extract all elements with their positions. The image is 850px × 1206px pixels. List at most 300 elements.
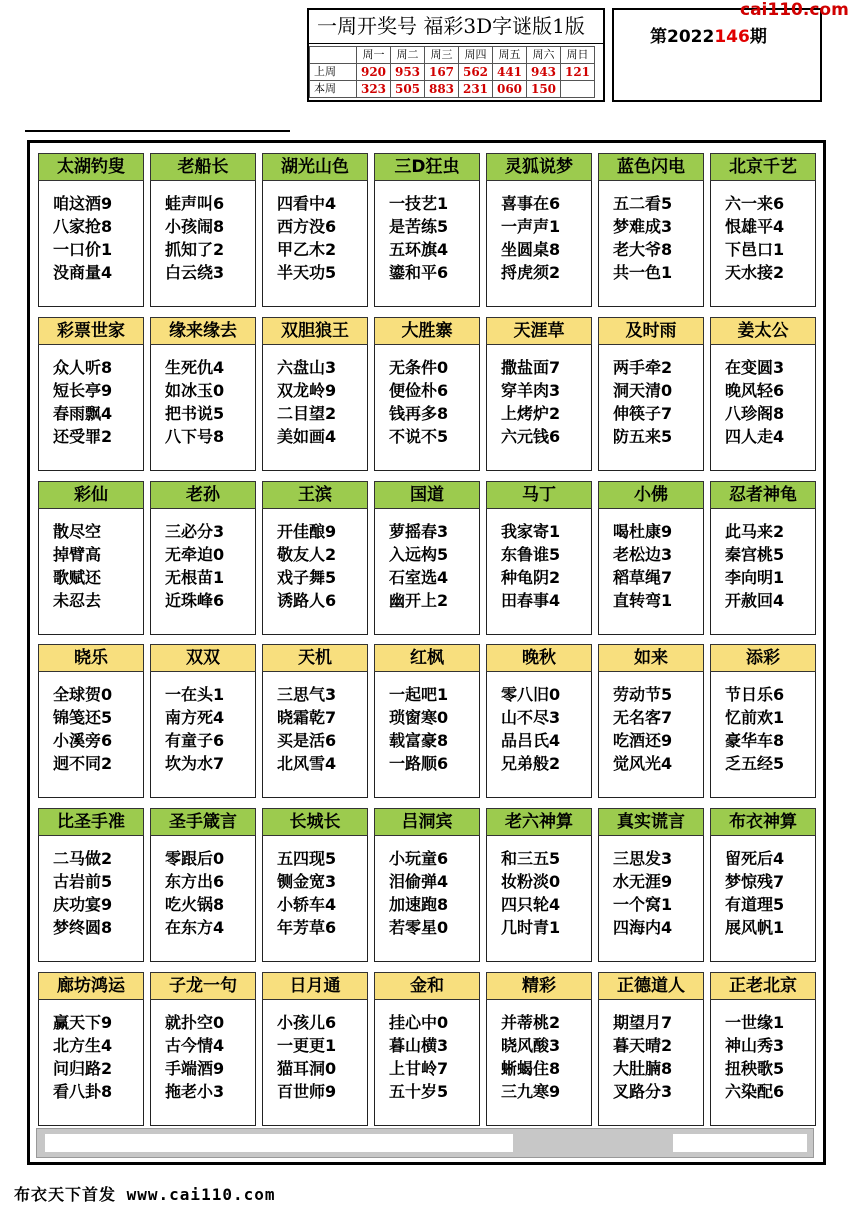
riddle-line: 众人听8 <box>53 358 113 377</box>
riddle-cell <box>38 317 144 471</box>
result-number: 060 <box>493 81 527 98</box>
riddle-line: 古岩前5 <box>53 872 113 891</box>
riddle-line: 有道理5 <box>725 895 785 914</box>
footer-bar <box>36 1128 814 1158</box>
riddle-cell <box>486 317 592 471</box>
riddle-line: 梦惊残7 <box>725 872 785 891</box>
riddle-line: 无牵迫0 <box>165 545 225 564</box>
riddle-cell <box>598 153 704 307</box>
result-number: 953 <box>391 64 425 81</box>
riddle-line: 豪华车8 <box>725 731 785 750</box>
riddle-line: 石室选4 <box>389 568 449 587</box>
riddle-line: 吃酒还9 <box>613 731 673 750</box>
riddle-line: 四人走4 <box>725 427 785 446</box>
riddle-line: 留死后4 <box>725 849 785 868</box>
riddle-line: 二马做2 <box>53 849 113 868</box>
riddle-line: 暮山横3 <box>389 1036 449 1055</box>
riddle-line: 坐圆桌8 <box>501 240 561 259</box>
riddle-cell <box>486 972 592 1126</box>
day-header: 周五 <box>493 47 527 64</box>
riddle-line: 便俭朴6 <box>389 381 449 400</box>
riddle-line: 在东方4 <box>165 918 225 937</box>
riddle-line: 八家抢8 <box>53 217 113 236</box>
riddle-line: 神山秀3 <box>725 1036 785 1055</box>
riddle-cell <box>262 481 368 635</box>
riddle-lines <box>711 683 815 775</box>
riddle-lines <box>151 683 255 775</box>
riddle-author-name: 小佛 <box>598 481 704 509</box>
riddle-line: 年芳草6 <box>277 918 337 937</box>
result-number: 167 <box>425 64 459 81</box>
riddle-line: 一路顺6 <box>389 754 449 773</box>
riddle-line: 六盘山3 <box>277 358 337 377</box>
riddle-line: 入远构5 <box>389 545 449 564</box>
result-number: 505 <box>391 81 425 98</box>
riddle-cell <box>262 644 368 798</box>
riddle-line: 李向明1 <box>725 568 785 587</box>
issue-label <box>650 22 767 47</box>
day-header: 周三 <box>425 47 459 64</box>
riddle-line: 拖老小3 <box>165 1082 225 1101</box>
riddle-lines <box>263 356 367 448</box>
riddle-line: 铡金宽3 <box>277 872 337 891</box>
riddle-lines <box>375 683 479 775</box>
day-header: 周一 <box>357 47 391 64</box>
riddle-line: 四海内4 <box>613 918 673 937</box>
riddle-line: 三思发3 <box>613 849 673 868</box>
riddle-line: 萝摇春3 <box>389 522 449 541</box>
riddle-cell <box>486 808 592 962</box>
this-week-row <box>310 81 595 98</box>
riddle-line: 两手牵2 <box>613 358 673 377</box>
day-header: 周六 <box>527 47 561 64</box>
riddle-lines <box>375 520 479 612</box>
riddle-lines <box>263 847 367 939</box>
riddle-line: 五环旗4 <box>389 240 449 259</box>
riddle-line: 敬友人2 <box>277 545 337 564</box>
riddle-line: 并蒂桃2 <box>501 1013 561 1032</box>
riddle-line: 小溪旁6 <box>53 731 113 750</box>
riddle-cell <box>150 644 256 798</box>
riddle-line: 上烤炉2 <box>501 404 561 423</box>
riddle-line: 挂心中0 <box>389 1013 449 1032</box>
riddle-line: 甲乙木2 <box>277 240 337 259</box>
riddle-lines <box>151 1011 255 1103</box>
riddle-author-name: 圣手箴言 <box>150 808 256 836</box>
riddle-line: 几时青1 <box>501 918 561 937</box>
result-number <box>561 81 595 98</box>
riddle-cell <box>710 153 816 307</box>
riddle-line: 小轿车4 <box>277 895 337 914</box>
riddle-line: 晚风轻6 <box>725 381 785 400</box>
riddle-line: 暮天晴2 <box>613 1036 673 1055</box>
riddle-line: 小孩儿6 <box>277 1013 337 1032</box>
riddle-line: 一声声1 <box>501 217 561 236</box>
day-header: 周四 <box>459 47 493 64</box>
results-title: 一周开奖号 福彩3D字谜版1版 <box>309 10 603 44</box>
riddle-line: 乏五经5 <box>725 754 785 773</box>
riddle-author-name: 灵狐说梦 <box>486 153 592 181</box>
riddle-line: 下邑口1 <box>725 240 785 259</box>
riddle-line: 掉臂高 <box>53 545 102 564</box>
days-row <box>310 47 595 64</box>
riddle-line: 南方死4 <box>165 708 225 727</box>
riddle-line: 期望月7 <box>613 1013 673 1032</box>
riddle-line: 生死仇4 <box>165 358 225 377</box>
last-week-label: 上周 <box>310 64 357 81</box>
result-number: 121 <box>561 64 595 81</box>
riddle-line: 小孩闹8 <box>165 217 225 236</box>
riddle-line: 六染配6 <box>725 1082 785 1101</box>
riddle-line: 百世师9 <box>277 1082 337 1101</box>
riddle-author-name: 真实谎言 <box>598 808 704 836</box>
riddle-lines <box>599 356 703 448</box>
riddle-lines <box>711 847 815 939</box>
riddle-line: 春雨飘4 <box>53 404 113 423</box>
riddle-line: 迥不同2 <box>53 754 113 773</box>
last-week-row <box>310 64 595 81</box>
riddle-lines <box>599 1011 703 1103</box>
riddle-lines <box>263 683 367 775</box>
riddle-author-name: 如来 <box>598 644 704 672</box>
riddle-line: 稻草绳7 <box>613 568 673 587</box>
riddle-line: 种龟阴2 <box>501 568 561 587</box>
riddle-line: 水无涯9 <box>613 872 673 891</box>
riddle-line: 吃火锅8 <box>165 895 225 914</box>
riddle-lines <box>487 356 591 448</box>
riddle-line: 一口价1 <box>53 240 113 259</box>
riddle-line: 老松边3 <box>613 545 673 564</box>
riddle-line: 洞天清0 <box>613 381 673 400</box>
riddle-grid-frame <box>27 140 826 1165</box>
riddle-line: 未忍去 <box>53 591 102 610</box>
riddle-author-name: 太湖钓叟 <box>38 153 144 181</box>
riddle-author-name: 日月通 <box>262 972 368 1000</box>
riddle-author-name: 长城长 <box>262 808 368 836</box>
riddle-line: 八下号8 <box>165 427 225 446</box>
riddle-author-name: 晚秋 <box>486 644 592 672</box>
riddle-lines <box>263 1011 367 1103</box>
riddle-author-name: 湖光山色 <box>262 153 368 181</box>
riddle-line: 一起吧1 <box>389 685 449 704</box>
riddle-line: 如冰玉0 <box>165 381 225 400</box>
riddle-author-name: 双胆狼王 <box>262 317 368 345</box>
riddle-author-name: 姜太公 <box>710 317 816 345</box>
riddle-line: 恨雄平4 <box>725 217 785 236</box>
riddle-lines <box>151 356 255 448</box>
riddle-author-name: 吕洞宾 <box>374 808 480 836</box>
results-table <box>309 46 595 98</box>
this-week-label: 本周 <box>310 81 357 98</box>
riddle-line: 梦难成3 <box>613 217 673 236</box>
riddle-line: 庆功宴9 <box>53 895 113 914</box>
riddle-lines <box>599 520 703 612</box>
riddle-author-name: 子龙一句 <box>150 972 256 1000</box>
riddle-line: 三必分3 <box>165 522 225 541</box>
riddle-line: 短长亭9 <box>53 381 113 400</box>
riddle-line: 西方没6 <box>277 217 337 236</box>
riddle-cell <box>374 317 480 471</box>
riddle-line: 就扑空0 <box>165 1013 225 1032</box>
riddle-line: 零跟后0 <box>165 849 225 868</box>
riddle-lines <box>39 192 143 284</box>
riddle-line: 锦笺还5 <box>53 708 113 727</box>
riddle-line: 四看中4 <box>277 194 337 213</box>
weekly-results-box <box>307 8 605 102</box>
riddle-line: 东鲁谁5 <box>501 545 561 564</box>
riddle-lines <box>487 683 591 775</box>
riddle-line: 喜事在6 <box>501 194 561 213</box>
riddle-lines <box>711 356 815 448</box>
riddle-lines <box>263 192 367 284</box>
site-watermark: cai110.com <box>740 0 849 20</box>
riddle-author-name: 天机 <box>262 644 368 672</box>
riddle-line: 忆前欢1 <box>725 708 785 727</box>
riddle-line: 五四现5 <box>277 849 337 868</box>
riddle-cell <box>38 972 144 1126</box>
riddle-cell <box>262 153 368 307</box>
riddle-cell <box>38 644 144 798</box>
result-number: 883 <box>425 81 459 98</box>
riddle-lines <box>39 847 143 939</box>
riddle-line: 美如画4 <box>277 427 337 446</box>
riddle-line: 五二看5 <box>613 194 673 213</box>
riddle-author-name: 晓乐 <box>38 644 144 672</box>
riddle-lines <box>599 847 703 939</box>
riddle-cell <box>710 972 816 1126</box>
riddle-lines <box>487 1011 591 1103</box>
riddle-author-name: 老六神算 <box>486 808 592 836</box>
riddle-author-name: 老孙 <box>150 481 256 509</box>
riddle-line: 品吕氏4 <box>501 731 561 750</box>
riddle-author-name: 北京千艺 <box>710 153 816 181</box>
riddle-line: 共一色1 <box>613 263 673 282</box>
riddle-line: 古今情4 <box>165 1036 225 1055</box>
riddle-line: 戏子舞5 <box>277 568 337 587</box>
riddle-line: 是苦练5 <box>389 217 449 236</box>
result-number: 231 <box>459 81 493 98</box>
riddle-author-name: 布衣神算 <box>710 808 816 836</box>
riddle-line: 秦宫桃5 <box>725 545 785 564</box>
riddle-cell <box>486 644 592 798</box>
riddle-line: 问归路2 <box>53 1059 113 1078</box>
riddle-author-name: 大胜寨 <box>374 317 480 345</box>
riddle-line: 三九寒9 <box>501 1082 561 1101</box>
riddle-cell <box>262 317 368 471</box>
riddle-line: 东方出6 <box>165 872 225 891</box>
riddle-cell <box>486 481 592 635</box>
riddle-line: 三思气3 <box>277 685 337 704</box>
riddle-cell <box>486 153 592 307</box>
riddle-line: 若零星0 <box>389 918 449 937</box>
riddle-lines <box>39 520 143 612</box>
riddle-cell <box>150 481 256 635</box>
riddle-line: 蛙声叫6 <box>165 194 225 213</box>
riddle-line: 咱这酒9 <box>53 194 113 213</box>
riddle-cell <box>710 808 816 962</box>
riddle-lines <box>151 847 255 939</box>
riddle-line: 防五来5 <box>613 427 673 446</box>
riddle-line: 把书说5 <box>165 404 225 423</box>
riddle-author-name: 忍者神龟 <box>710 481 816 509</box>
riddle-line: 蜥蝎住8 <box>501 1059 561 1078</box>
riddle-lines <box>151 192 255 284</box>
riddle-author-name: 天涯草 <box>486 317 592 345</box>
riddle-line: 没商量4 <box>53 263 113 282</box>
riddle-lines <box>263 520 367 612</box>
riddle-author-name: 金和 <box>374 972 480 1000</box>
riddle-line: 撒盐面7 <box>501 358 561 377</box>
riddle-line: 小玩童6 <box>389 849 449 868</box>
riddle-line: 白云绕3 <box>165 263 225 282</box>
riddle-lines <box>599 683 703 775</box>
issue-box <box>612 8 822 102</box>
riddle-line: 北风雪4 <box>277 754 337 773</box>
riddle-line: 六一来6 <box>725 194 785 213</box>
divider <box>25 130 290 132</box>
riddle-line: 半天功5 <box>277 263 337 282</box>
riddle-line: 和三五5 <box>501 849 561 868</box>
riddle-cell <box>262 808 368 962</box>
footer-blank-left <box>45 1134 513 1152</box>
riddle-line: 田春事4 <box>501 591 561 610</box>
riddle-author-name: 廊坊鸿运 <box>38 972 144 1000</box>
riddle-line: 直转弯1 <box>613 591 673 610</box>
day-header: 周二 <box>391 47 425 64</box>
riddle-line: 坎为水7 <box>165 754 225 773</box>
issue-number: 146 <box>714 27 750 47</box>
riddle-line: 看八卦8 <box>53 1082 113 1101</box>
riddle-line: 开赦回4 <box>725 591 785 610</box>
riddle-cell <box>374 972 480 1126</box>
riddle-line: 载富豪8 <box>389 731 449 750</box>
issue-prefix: 第2022 <box>650 27 715 47</box>
riddle-cell <box>374 644 480 798</box>
riddle-cell <box>150 317 256 471</box>
riddle-lines <box>711 520 815 612</box>
riddle-line: 妆粉淡0 <box>501 872 561 891</box>
riddle-author-name: 王滨 <box>262 481 368 509</box>
riddle-line: 不说不5 <box>389 427 449 446</box>
riddle-line: 加速跑8 <box>389 895 449 914</box>
riddle-author-name: 正老北京 <box>710 972 816 1000</box>
result-number: 562 <box>459 64 493 81</box>
issue-suffix: 期 <box>749 27 767 47</box>
riddle-author-name: 国道 <box>374 481 480 509</box>
riddle-cell <box>598 808 704 962</box>
riddle-lines <box>487 192 591 284</box>
riddle-author-name: 缘来缘去 <box>150 317 256 345</box>
riddle-line: 散尽空 <box>53 522 102 541</box>
riddle-line: 一技艺1 <box>389 194 449 213</box>
riddle-lines <box>375 192 479 284</box>
riddle-line: 劳动节5 <box>613 685 673 704</box>
riddle-author-name: 正德道人 <box>598 972 704 1000</box>
riddle-line: 此马来2 <box>725 522 785 541</box>
result-number: 943 <box>527 64 561 81</box>
footer-credit: 布衣天下首发 www.cai110.com <box>14 1185 276 1204</box>
riddle-lines <box>39 683 143 775</box>
riddle-line: 觉风光4 <box>613 754 673 773</box>
riddle-cell <box>374 153 480 307</box>
riddle-line: 无名客7 <box>613 708 673 727</box>
riddle-line: 扭秧歌5 <box>725 1059 785 1078</box>
riddle-cell <box>710 317 816 471</box>
riddle-line: 手端酒9 <box>165 1059 225 1078</box>
riddle-lines <box>375 1011 479 1103</box>
riddle-line: 猫耳洞0 <box>277 1059 337 1078</box>
riddle-author-name: 马丁 <box>486 481 592 509</box>
riddle-lines <box>487 520 591 612</box>
riddle-author-name: 红枫 <box>374 644 480 672</box>
riddle-lines <box>487 847 591 939</box>
riddle-line: 诱路人6 <box>277 591 337 610</box>
riddle-lines <box>711 192 815 284</box>
riddle-line: 有童子6 <box>165 731 225 750</box>
riddle-line: 买是活6 <box>277 731 337 750</box>
riddle-cell <box>598 972 704 1126</box>
result-number: 441 <box>493 64 527 81</box>
riddle-line: 八珍阁8 <box>725 404 785 423</box>
riddle-lines <box>711 1011 815 1103</box>
riddle-author-name: 及时雨 <box>598 317 704 345</box>
riddle-line: 北方生4 <box>53 1036 113 1055</box>
riddle-author-name: 三D狂虫 <box>374 153 480 181</box>
riddle-line: 伸筷子7 <box>613 404 673 423</box>
riddle-line: 全球贺0 <box>53 685 113 704</box>
riddle-line: 喝杜康9 <box>613 522 673 541</box>
riddle-cell <box>38 153 144 307</box>
riddle-cell <box>710 481 816 635</box>
riddle-lines <box>39 1011 143 1103</box>
result-number: 323 <box>357 81 391 98</box>
riddle-cell <box>598 644 704 798</box>
riddle-line: 赢天下9 <box>53 1013 113 1032</box>
riddle-line: 山不尽3 <box>501 708 561 727</box>
riddle-line: 双龙岭9 <box>277 381 337 400</box>
riddle-line: 一在头1 <box>165 685 225 704</box>
riddle-cell <box>598 317 704 471</box>
riddle-lines <box>599 192 703 284</box>
riddle-line: 四只轮4 <box>501 895 561 914</box>
riddle-line: 一世缘1 <box>725 1013 785 1032</box>
riddle-line: 钱再多8 <box>389 404 449 423</box>
riddle-cell <box>38 481 144 635</box>
riddle-author-name: 彩票世家 <box>38 317 144 345</box>
riddle-line: 幽开上2 <box>389 591 449 610</box>
riddle-lines <box>151 520 255 612</box>
riddle-line: 六元钱6 <box>501 427 561 446</box>
riddle-lines <box>375 847 479 939</box>
riddle-cell <box>262 972 368 1126</box>
riddle-line: 上甘岭7 <box>389 1059 449 1078</box>
riddle-author-name: 老船长 <box>150 153 256 181</box>
riddle-line: 兄弟般2 <box>501 754 561 773</box>
riddle-line: 二目望2 <box>277 404 337 423</box>
riddle-line: 老大爷8 <box>613 240 673 259</box>
riddle-line: 在变圆3 <box>725 358 785 377</box>
riddle-line: 我家寄1 <box>501 522 561 541</box>
riddle-author-name: 精彩 <box>486 972 592 1000</box>
riddle-line: 无根苗1 <box>165 568 225 587</box>
riddle-line: 展风帆1 <box>725 918 785 937</box>
riddle-line: 梦终圆8 <box>53 918 113 937</box>
riddle-cell <box>150 972 256 1126</box>
riddle-line: 穿羊肉3 <box>501 381 561 400</box>
riddle-line: 还受罪2 <box>53 427 113 446</box>
riddle-cell <box>374 481 480 635</box>
result-number: 150 <box>527 81 561 98</box>
